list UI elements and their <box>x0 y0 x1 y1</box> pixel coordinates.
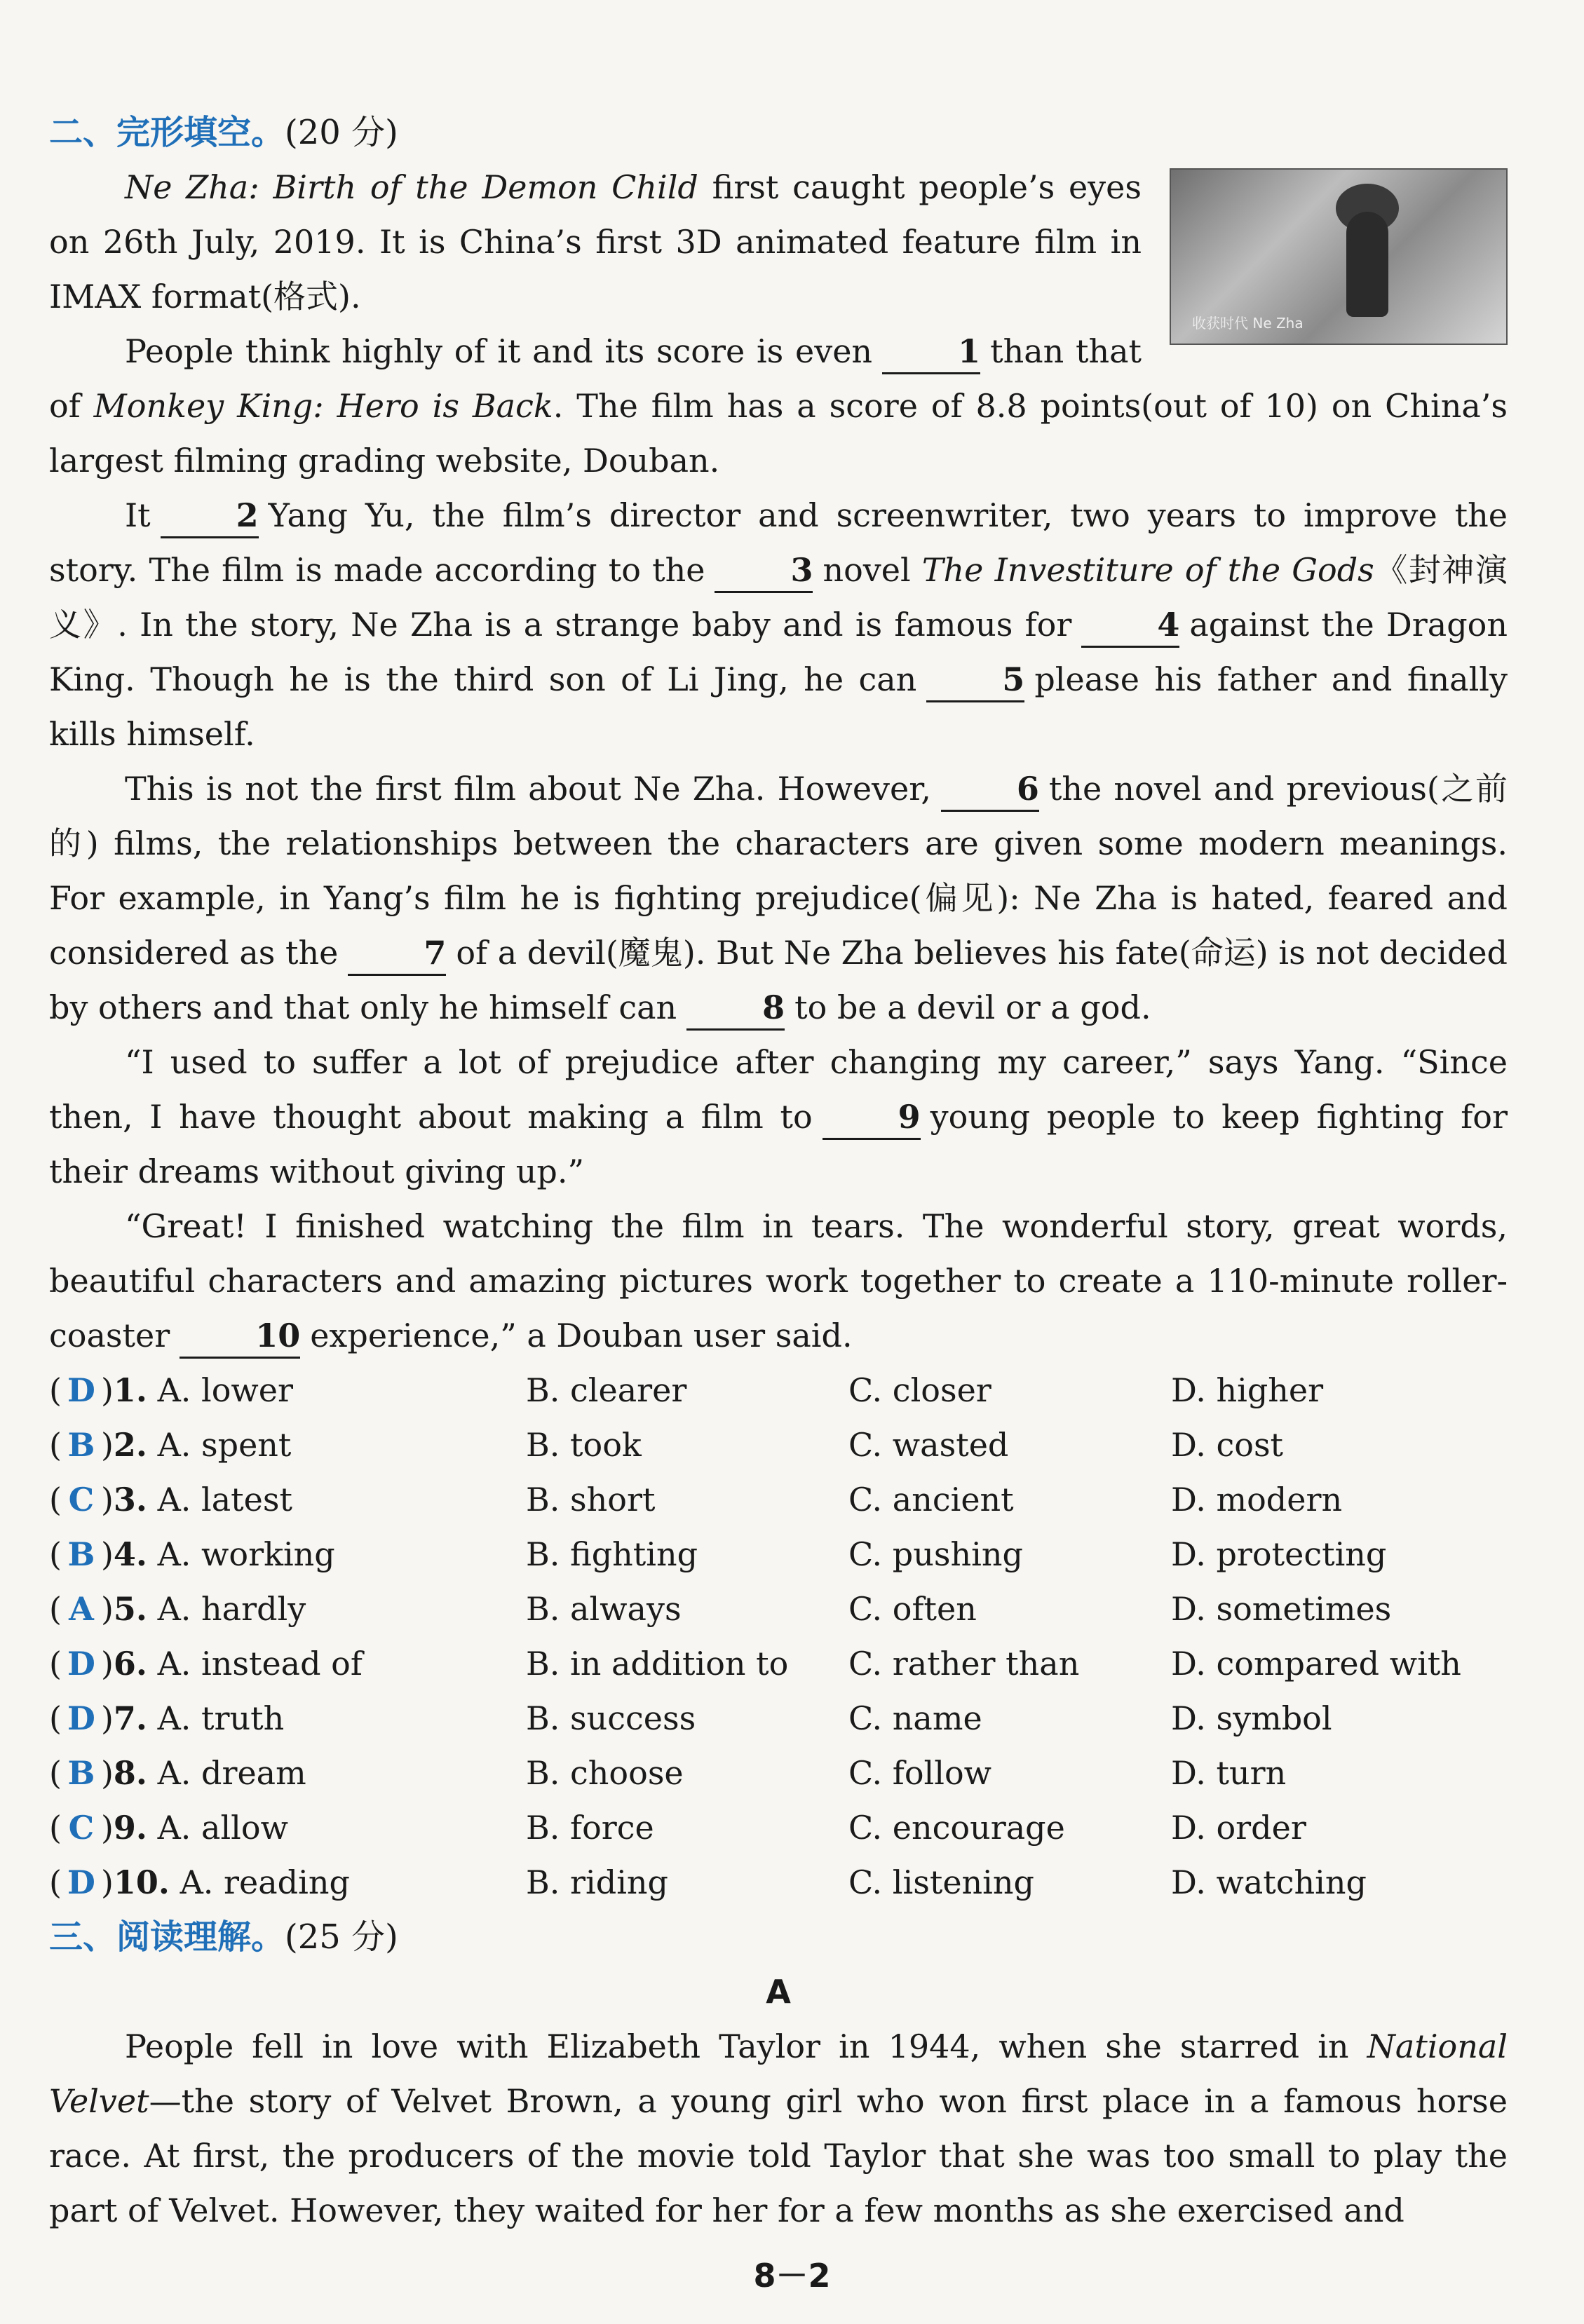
option-a: A. truth <box>157 1699 285 1737</box>
option-a: A. lower <box>157 1371 294 1409</box>
option-a: A. dream <box>157 1754 306 1792</box>
option-c: C. ancient <box>848 1481 1014 1518</box>
option-c: C. pushing <box>848 1535 1023 1573</box>
paragraph-4-text-d: to be a devil or a god. <box>794 988 1151 1026</box>
option-a: A. spent <box>157 1426 292 1464</box>
answer-letter: D <box>67 1699 95 1737</box>
blank-8: 8 <box>686 986 785 1031</box>
option-d: D. cost <box>1171 1426 1284 1464</box>
option-c: C. rather than <box>848 1645 1080 1683</box>
question-row: ( C )9. A. allow B. force C. encourage D. order <box>49 1800 1508 1855</box>
blank-3: 3 <box>715 549 813 593</box>
section-reading-points: (25 分) <box>285 1917 398 1957</box>
answer-letter: A <box>69 1590 94 1628</box>
option-a: A. reading <box>180 1863 350 1901</box>
movie-still-image <box>1170 168 1508 345</box>
answer-letter: D <box>67 1645 95 1683</box>
paragraph-3-text-f: please his father and finally kills himself. <box>49 660 1508 753</box>
paragraph-3-text-b: Yang Yu, the film’s director and screenwriter, two years to improve the story. The film is made according to the <box>49 496 1508 589</box>
option-c: C. wasted <box>848 1426 1009 1464</box>
reading-paragraph <box>49 2019 1508 2238</box>
image-caption: 收获时代 Ne Zha <box>1192 315 1304 332</box>
reading-text-a: People fell in love with Elizabeth Taylor in 1944, when she starred in <box>125 2027 1367 2065</box>
paragraph-3 <box>49 488 1508 761</box>
character-body <box>1346 212 1388 317</box>
question-row: ( B )8. A. dream B. choose C. follow D. turn <box>49 1746 1508 1800</box>
option-d: D. symbol <box>1171 1699 1332 1737</box>
question-row: ( C )3. A. latest B. short C. ancient D. modern <box>49 1472 1508 1527</box>
worksheet-page <box>49 105 1508 2238</box>
blank-6: 6 <box>941 768 1039 812</box>
option-c: C. often <box>848 1590 977 1628</box>
paragraph-3-text-c: novel <box>823 551 922 589</box>
option-c: C. listening <box>848 1863 1034 1901</box>
blank-9: 9 <box>823 1096 921 1140</box>
question-number: 8. <box>113 1754 147 1792</box>
option-b: B. clearer <box>526 1371 687 1409</box>
option-a: A. instead of <box>157 1645 363 1683</box>
section-reading-heading <box>49 1910 1508 1964</box>
option-b: B. fighting <box>526 1535 698 1573</box>
blank-1: 1 <box>882 330 980 374</box>
film-title-monkey-king: Monkey King: Hero is Back <box>93 387 553 425</box>
option-c: C. name <box>848 1699 982 1737</box>
option-c: C. closer <box>848 1371 991 1409</box>
paragraph-3-text-e: against the Dragon King. Though he is the third son of Li Jing, he can <box>49 606 1508 698</box>
question-number: 10. <box>113 1863 170 1901</box>
question-number: 2. <box>113 1426 147 1464</box>
answer-letter: B <box>67 1754 95 1792</box>
paragraph-2-text-c: . The film has a score of 8.8 points(out of 10) on China’s largest filming grading website, Douban. <box>49 387 1508 480</box>
paragraph-4-text-a: This is not the first film about Ne Zha. However, <box>125 770 931 808</box>
question-number: 9. <box>113 1809 147 1847</box>
question-list <box>49 1363 1508 1910</box>
section-cloze-points: (20 分) <box>285 113 398 152</box>
paragraph-5-text-b: young people to keep fighting for their dreams without giving up.” <box>49 1098 1508 1190</box>
passage-label: A <box>766 1973 791 2011</box>
blank-7: 7 <box>348 932 446 976</box>
blank-10: 10 <box>180 1314 300 1359</box>
question-row: ( B )2. A. spent B. took C. wasted D. cost <box>49 1418 1508 1472</box>
option-d: D. protecting <box>1171 1535 1387 1573</box>
question-row: ( D )6. A. instead of B. in addition to C. rather than D. compared with <box>49 1636 1508 1691</box>
question-row: ( A )5. A. hardly B. always C. often D. sometimes <box>49 1582 1508 1636</box>
paragraph-4-text-b: the novel and previous(之前的) films, the relationships between the characters are given some modern meanings. For example, in Yang’s film he is fighting prejudice(偏见): Ne Zha is hated, feared and considered as the <box>49 770 1508 972</box>
question-number: 5. <box>113 1590 147 1628</box>
section-cloze-title: 二、完形填空。 <box>49 113 285 152</box>
question-row: ( D )10. A. reading B. riding C. listening D. watching <box>49 1855 1508 1910</box>
option-b: B. force <box>526 1809 654 1847</box>
question-row: ( B )4. A. working B. fighting C. pushing D. protecting <box>49 1527 1508 1582</box>
answer-letter: D <box>67 1371 95 1409</box>
blank-4: 4 <box>1081 604 1179 648</box>
page-number: 8－2 <box>753 2257 831 2295</box>
option-d: D. sometimes <box>1171 1590 1392 1628</box>
option-b: B. always <box>526 1590 682 1628</box>
paragraph-6-text-b: experience,” a Douban user said. <box>310 1317 853 1354</box>
paragraph-6 <box>49 1199 1508 1363</box>
blank-5: 5 <box>926 658 1024 702</box>
option-b: B. took <box>526 1426 642 1464</box>
option-a: A. working <box>157 1535 335 1573</box>
paragraph-4-text-c: of a devil(魔鬼). But Ne Zha believes his fate(命运) is not decided by others and that only he himself can <box>49 934 1508 1026</box>
answer-letter: C <box>68 1809 95 1847</box>
paragraph-3-text-d: 《封神演义》. In the story, Ne Zha is a strange baby and is famous for <box>49 551 1508 644</box>
question-number: 6. <box>113 1645 147 1683</box>
option-d: D. watching <box>1171 1863 1367 1901</box>
option-d: D. compared with <box>1171 1645 1461 1683</box>
answer-letter: B <box>67 1426 95 1464</box>
option-c: C. follow <box>848 1754 992 1792</box>
paragraph-4 <box>49 761 1508 1035</box>
blank-2: 2 <box>161 494 259 538</box>
option-b: B. choose <box>526 1754 684 1792</box>
option-c: C. encourage <box>848 1809 1065 1847</box>
answer-letter: B <box>67 1535 95 1573</box>
question-row: ( D )7. A. truth B. success C. name D. symbol <box>49 1691 1508 1746</box>
option-a: A. hardly <box>157 1590 306 1628</box>
question-number: 7. <box>113 1699 147 1737</box>
option-d: D. modern <box>1171 1481 1343 1518</box>
movie-title-national-velvet: National Velvet <box>49 2027 1508 2120</box>
paragraph-2-text-b: than that of <box>49 332 1142 425</box>
section-cloze-heading <box>49 105 1508 160</box>
question-number: 4. <box>113 1535 147 1573</box>
option-b: B. short <box>526 1481 656 1518</box>
option-d: D. turn <box>1171 1754 1287 1792</box>
question-row: ( D )1. A. lower B. clearer C. closer D. higher <box>49 1363 1508 1418</box>
option-a: A. allow <box>157 1809 288 1847</box>
paragraph-6-text-a: “Great! I finished watching the film in tears. The wonderful story, great words, beautiful characters and amazing pictures work together to create a 110-minute roller-coaster <box>49 1207 1508 1354</box>
question-number: 1. <box>113 1371 147 1409</box>
paragraph-2-text-a: People think highly of it and its score is even <box>125 332 873 370</box>
option-b: B. success <box>526 1699 696 1737</box>
option-b: B. in addition to <box>526 1645 789 1683</box>
reading-text-b: —the story of Velvet Brown, a young girl who won first place in a famous horse race. At first, the producers of the movie told Taylor that she was too small to play the part of Velvet. However, they waited for her for a few months as she exercised and <box>49 2082 1508 2229</box>
paragraph-2 <box>49 324 1508 488</box>
option-d: D. order <box>1171 1809 1306 1847</box>
option-d: D. higher <box>1171 1371 1324 1409</box>
question-number: 3. <box>113 1481 147 1518</box>
paragraph-1-text: first caught people’s eyes on 26th July, 2019. It is China’s first 3D animated feature film in IMAX format(格式). <box>49 168 1142 315</box>
answer-letter: C <box>68 1481 95 1518</box>
option-a: A. latest <box>157 1481 292 1518</box>
section-reading-title: 三、阅读理解。 <box>49 1917 285 1957</box>
option-b: B. riding <box>526 1863 668 1901</box>
novel-title: The Investiture of the Gods <box>921 551 1374 589</box>
answer-letter: D <box>67 1863 95 1901</box>
paragraph-3-text-a: It <box>125 496 151 534</box>
paragraph-5 <box>49 1035 1508 1199</box>
paragraph-5-text-a: “I used to suffer a lot of prejudice after changing my career,” says Yang. “Since then, I have thought about making a film to <box>49 1043 1508 1136</box>
film-title: Ne Zha: Birth of the Demon Child <box>125 168 698 206</box>
